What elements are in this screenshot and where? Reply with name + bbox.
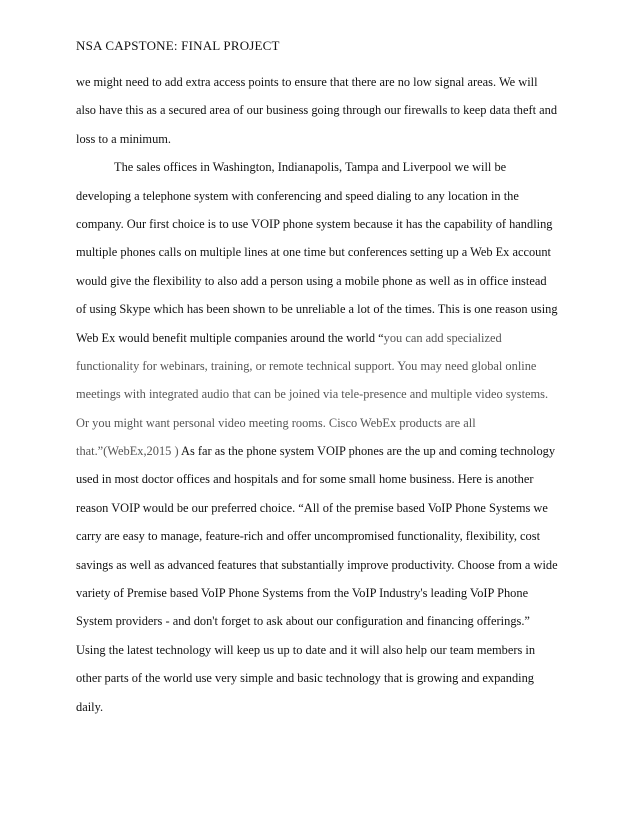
- body-line: company. Our first choice is to use VOIP phone system because it has the capability of handling: [76, 216, 553, 231]
- body-line-text: As far as the phone system VOIP phones are the up and coming technology: [178, 444, 556, 459]
- running-header: NSA CAPSTONE: FINAL PROJECT: [76, 38, 280, 53]
- body-line: multiple phones calls on multiple lines at one time but conferences setting up a Web Ex account: [76, 245, 551, 260]
- citation-text: that.”(WebEx,2015 ): [76, 444, 179, 459]
- body-line: Using the latest technology will keep us up to date and it will also help our team members in: [76, 642, 536, 657]
- body-line-text: Web Ex would benefit multiple companies around the world “: [76, 330, 384, 345]
- quoted-line: Or you might want personal video meeting rooms. Cisco WebEx products are all: [76, 415, 476, 430]
- document-body: [76, 72, 566, 725]
- quoted-text: you can add specialized: [383, 330, 502, 345]
- body-line: other parts of the world use very simple and basic technology that is growing and expanding: [76, 671, 534, 686]
- body-line: The sales offices in Washington, Indianapolis, Tampa and Liverpool we will be: [114, 160, 507, 175]
- quoted-line: meetings with integrated audio that can be joined via tele-presence and multiple video systems.: [76, 387, 549, 402]
- body-line: System providers - and don't forget to ask about our configuration and financing offerings.”: [76, 614, 530, 629]
- body-line-with-quote: [76, 328, 566, 356]
- body-line: variety of Premise based VoIP Phone Systems from the VoIP Industry's leading VoIP Phone: [76, 586, 529, 601]
- body-line-with-citation: [76, 441, 566, 469]
- body-line: used in most doctor offices and hospitals and for some small home business. Here is another: [76, 472, 534, 487]
- body-line: would give the flexibility to also add a person using a mobile phone as well as in office instead: [76, 273, 547, 288]
- body-line: savings as well as advanced features that substantially improve productivity. Choose from a wide: [76, 557, 558, 572]
- body-line: reason VOIP would be our preferred choice. “All of the premise based VoIP Phone Systems we: [76, 500, 548, 515]
- body-line: carry are easy to manage, feature-rich and offer uncompromised functionality, flexibility, cost: [76, 529, 541, 544]
- body-line: we might need to add extra access points to ensure that there are no low signal areas. We will: [76, 75, 538, 89]
- body-line: of using Skype which has been shown to be unreliable a lot of the times. This is one reason using: [76, 302, 558, 317]
- body-line: developing a telephone system with conferencing and speed dialing to any location in the: [76, 188, 519, 203]
- body-line: daily.: [76, 699, 104, 714]
- body-line: also have this as a secured area of our business going through our firewalls to keep data theft and: [76, 103, 558, 118]
- body-line: loss to a minimum.: [76, 131, 171, 146]
- quoted-line: functionality for webinars, training, or remote technical support. You may need global online: [76, 358, 537, 373]
